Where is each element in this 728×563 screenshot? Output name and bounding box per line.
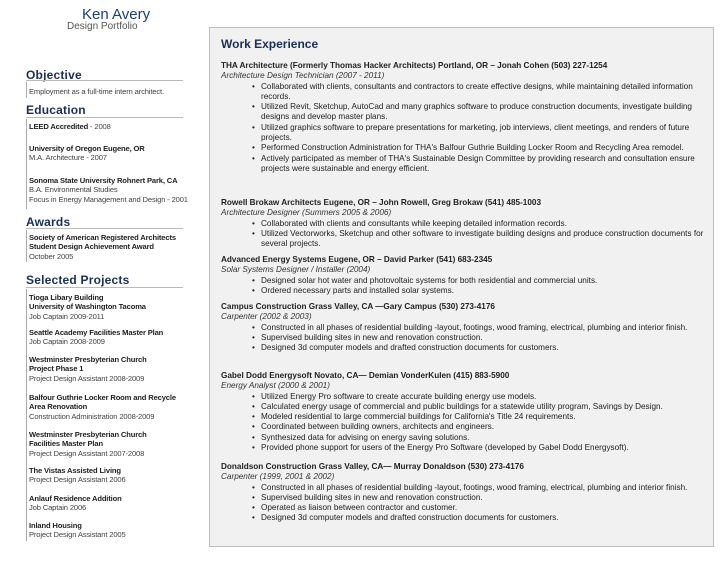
objective-heading: Objective — [26, 68, 82, 82]
resume-name: Ken Avery — [82, 6, 151, 23]
project-entry: Seattle Academy Facilities Master Plan Job Captain 2008-2009 — [29, 328, 164, 347]
job-bullet: • Supervised building sites in new and renovation construction. — [257, 493, 706, 503]
job-bullet: • Calculated energy usage of commercial and public buildings for a statewide utility program, Savings by Design. — [257, 402, 706, 412]
project-entry: Westminster Presbyterian Church Project Phase 1 Project Design Assistant 2008-2009 — [29, 355, 147, 383]
projects-heading: Selected Projects — [26, 273, 130, 287]
objective-side-rule — [26, 82, 27, 98]
project-entry: Tioga Libary Building University of Washington Tacoma Job Captain 2009-2011 — [29, 293, 146, 321]
job-role: Solar Systems Designer / Installer (2004) — [221, 265, 371, 275]
job-bullet: • Performed Construction Administration for THA's Balfour Guthrie Building Locker Room and Recycling Area remodel. — [257, 143, 706, 153]
job-bullet: • Collaborated with clients, consultants and contractors to create effective designs, while maintaining detailed information records. — [257, 82, 706, 103]
job-role: Architecture Designer (Summers 2005 & 2006) — [221, 208, 392, 218]
education-side-rule — [26, 119, 27, 209]
objective-text: Employment as a full-time intern architect. — [29, 87, 164, 96]
education-entry: Sonoma State University Rohnert Park, CA B.A. Environmental Studies Focus in Energy Management and Design - 2001 — [29, 176, 188, 204]
job-entry — [221, 462, 706, 524]
job-role: Carpenter (2002 & 2003) — [221, 312, 312, 322]
job-role: Energy Analyst (2000 & 2001) — [221, 381, 330, 391]
job-header: Campus Construction Grass Valley, CA —Gary Campus (530) 273-4176 — [221, 302, 495, 311]
project-entry: Westminster Presbyterian Church Facilities Master Plan Project Design Assistant 2007-2008 — [29, 430, 147, 458]
project-entry: Anlauf Residence Addition Job Captain 2006 — [29, 494, 122, 513]
work-experience-heading: Work Experience — [221, 37, 319, 51]
job-bullet: • Designed solar hot water and photovoltaic systems for both residential and commercial units. — [257, 276, 706, 286]
job-bullet: • Supervised building sites in new and renovation construction. — [257, 333, 706, 343]
job-bullet: • Collaborated with clients and consultants while keeping detailed information records. — [257, 219, 706, 229]
awards-heading: Awards — [26, 215, 71, 229]
job-entry — [221, 255, 706, 296]
awards-rule — [26, 228, 183, 229]
projects-rule — [26, 287, 183, 288]
resume-subtitle: Design Portfolio — [67, 21, 138, 32]
job-bullet: • Constructed in all phases of residential building -layout, footings, wood framing, electrical, plumbing and interior finish. — [257, 323, 706, 333]
job-bullet: • Utilized Revit, Sketchup, AutoCad and many graphics software to produce construction documents, investigate building designs and develop master plans. — [257, 102, 706, 123]
project-entry: Balfour Guthrie Locker Room and Recycle Area Renovation Construction Administration 2008-2009 — [29, 393, 176, 421]
job-bullet: • Constructed in all phases of residential building -layout, footings, wood framing, electrical, plumbing and interior finish. — [257, 483, 706, 493]
job-bullet: • Coordinated between building owners, architects and engineers. — [257, 422, 706, 432]
job-role: Carpenter (1999, 2001 & 2002) — [221, 472, 335, 482]
award-entry: Society of American Registered Architects Student Design Achievement Award October 2005 — [29, 233, 176, 261]
job-role: Architecture Design Technician (2007 - 2011) — [221, 71, 385, 81]
job-header: Donaldson Construction Grass Valley, CA— Murray Donaldson (530) 273-4176 — [221, 462, 524, 471]
job-header: Gabel Dodd Energysoft Novato, CA— Demian VonderKulen (415) 883-5900 — [221, 371, 510, 380]
job-bullet: • Operated as liaison between contractor and customer. — [257, 503, 706, 513]
job-bullet: • Designed 3d computer models and drafted construction documents for customers. — [257, 343, 706, 353]
job-bullet: • Utilized graphics software to prepare presentations for marketing, job interviews, client meetings, and renders of future projects. — [257, 123, 706, 144]
job-bullet: • Designed 3d computer models and drafted construction documents for customers. — [257, 513, 706, 523]
job-bullet: • Ordered necessary parts and installed solar systems. — [257, 286, 706, 296]
job-entry — [221, 61, 706, 174]
job-bullet: • Utilized Vectorworks, Sketchup and other software to investigate building designs and produce construction documents for several projects. — [257, 229, 706, 250]
job-header: Advanced Energy Systems Eugene, OR – David Parker (541) 683-2345 — [221, 255, 493, 264]
education-entry: LEED Accredited - 2008 — [29, 122, 111, 131]
job-bullet: • Provided phone support for users of the Energy Pro Software (developed by Gabel Dodd Energysoft). — [257, 443, 706, 453]
objective-rule — [26, 80, 183, 81]
job-bullet: • Actively participated as member of THA's Sustainable Design Committee by providing research and consultation ensure projects were sustainable and energy efficient. — [257, 154, 706, 175]
project-entry: The Vistas Assisted Living Project Design Assistant 2006 — [29, 466, 126, 485]
projects-side-rule — [26, 289, 27, 541]
job-header: Rowell Brokaw Architects Eugene, OR – John Rowell, Greg Brokaw (541) 485-1003 — [221, 198, 542, 207]
education-rule — [26, 117, 183, 118]
job-entry — [221, 198, 706, 249]
job-bullet: • Utilized Energy Pro software to create accurate building energy use models. — [257, 392, 706, 402]
job-header: THA Architecture (Formerly Thomas Hacker Architects) Portland, OR – Jonah Cohen (503) 227-1254 — [221, 61, 608, 70]
education-entry: University of Oregon Eugene, OR M.A. Architecture - 2007 — [29, 144, 145, 163]
awards-side-rule — [26, 230, 27, 262]
job-bullet: • Modeled residential to large commercial buildings for California's Title 24 requirements. — [257, 412, 706, 422]
job-entry — [221, 302, 706, 353]
education-heading: Education — [26, 103, 86, 117]
project-entry: Inland Housing Project Design Assistant 2005 — [29, 521, 126, 540]
job-entry — [221, 371, 706, 453]
job-bullet: • Synthesized data for advising on energy saving solutions. — [257, 433, 706, 443]
